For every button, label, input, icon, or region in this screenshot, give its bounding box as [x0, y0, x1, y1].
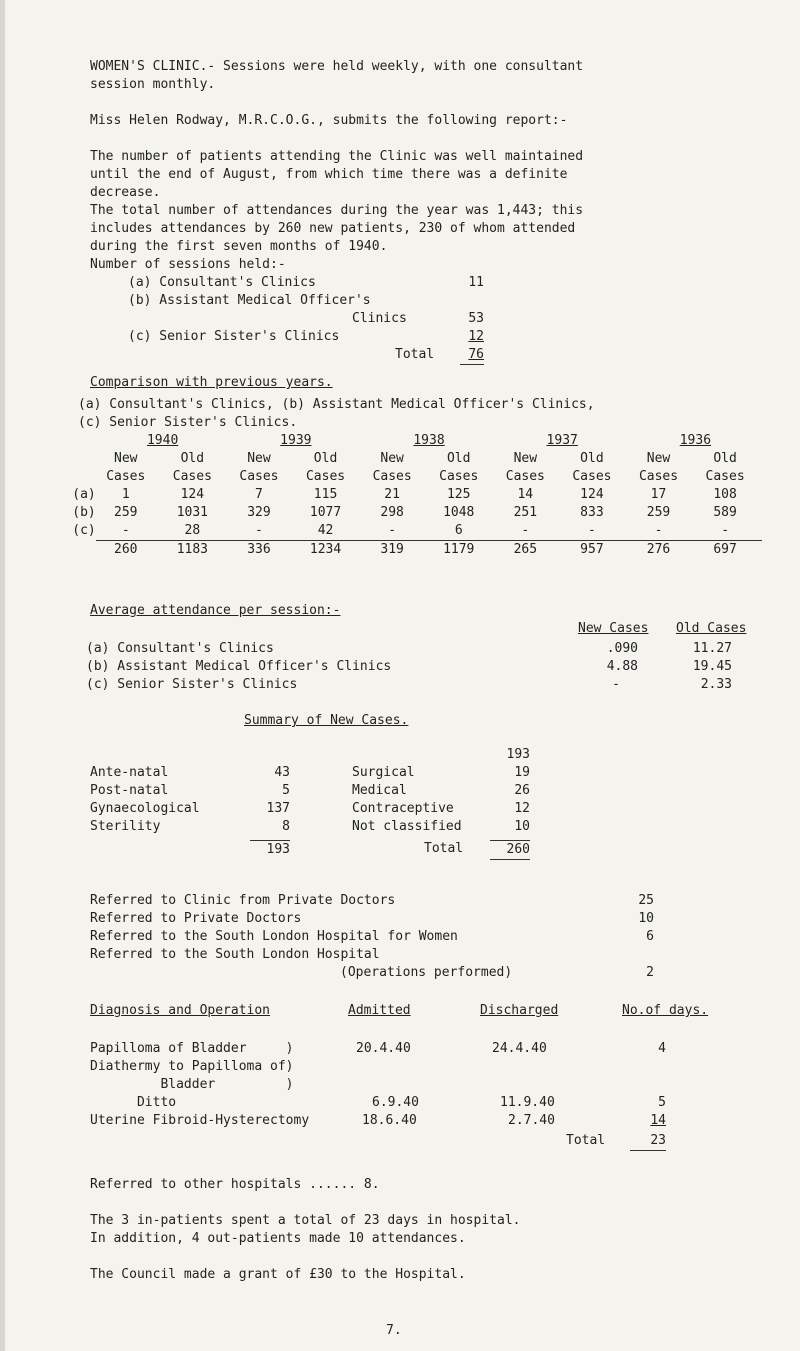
- cell: 21: [384, 487, 400, 502]
- total-cell: 1183: [155, 541, 229, 560]
- total-cell: 319: [362, 541, 421, 560]
- col-head: Cases: [106, 469, 146, 484]
- heading-line-2: session monthly.: [90, 77, 216, 92]
- diagnosis-row-admitted: 6.9.40: [372, 1095, 419, 1110]
- total-cell: 265: [496, 541, 555, 560]
- average-row-a-new: .090: [606, 641, 638, 656]
- average-row-a-old: 11.27: [692, 641, 732, 656]
- col-head: Cases: [505, 469, 545, 484]
- para2-line-3: during the first seven months of 1940.: [90, 239, 388, 254]
- diagnosis-col-header: Diagnosis and Operation: [90, 1003, 271, 1018]
- col-head: Cases: [638, 469, 679, 484]
- diagnosis-row-label: Papilloma of Bladder ): [90, 1041, 294, 1056]
- cell: -: [388, 523, 397, 538]
- average-row-c-label: (c) Senior Sister's Clinics: [86, 677, 298, 692]
- total-cell: 260: [96, 541, 155, 560]
- para1-line-2: until the end of August, from which time there was a definite: [90, 167, 568, 182]
- cell: 833: [580, 505, 604, 520]
- year-header-row: [72, 432, 762, 450]
- table-row: [72, 504, 762, 522]
- year-1937: 1937: [546, 433, 578, 448]
- referred-line: Referred to Private Doctors: [90, 911, 302, 926]
- referred-line: Referred to Clinic from Private Doctors: [90, 893, 396, 908]
- average-row-c-new: -: [612, 677, 620, 692]
- summary-right-value: 10: [514, 819, 530, 834]
- heading-line-1: WOMEN'S CLINIC.- Sessions were held weekly, with one consultant: [90, 59, 584, 74]
- diagnosis-total-label: Total: [566, 1133, 606, 1148]
- col-head: Cases: [172, 469, 212, 484]
- average-row-b-label: (b) Assistant Medical Officer's Clinics: [86, 659, 392, 674]
- diagnosis-total: 23: [630, 1132, 666, 1151]
- summary-left-value: 43: [274, 765, 290, 780]
- col-head: Old: [580, 451, 604, 466]
- total-cell: 1179: [422, 541, 496, 560]
- cell: 6: [454, 523, 463, 538]
- summary-right-value: 12: [514, 801, 530, 816]
- cell: 329: [247, 505, 271, 520]
- closing-line-2: In addition, 4 out-patients made 10 attendances.: [90, 1231, 466, 1246]
- cell: 28: [184, 523, 201, 538]
- col-head: Old: [180, 451, 205, 466]
- year-1939: 1939: [280, 433, 312, 448]
- diagnosis-row-days: 4: [658, 1041, 666, 1056]
- col-head: New: [247, 451, 271, 466]
- diagnosis-row-discharged: 24.4.40: [492, 1041, 547, 1056]
- column-header-row-1: [72, 450, 762, 468]
- totals-row: [72, 541, 762, 560]
- referred-value: 25: [638, 893, 654, 908]
- sessions-a-value: 11: [468, 275, 484, 290]
- table-row: [72, 486, 762, 504]
- other-hospitals: Referred to other hospitals ...... 8.: [90, 1177, 380, 1192]
- diagnosis-row-discharged: 2.7.40: [508, 1113, 555, 1128]
- summary-title: Summary of New Cases.: [244, 713, 409, 728]
- col-head: Cases: [572, 469, 612, 484]
- year-1936: 1936: [679, 433, 712, 448]
- summary-left-value: 137: [266, 801, 290, 816]
- col-head: New: [114, 451, 138, 466]
- summary-left-total: 193: [250, 840, 290, 859]
- diagnosis-row-admitted: 20.4.40: [356, 1041, 411, 1056]
- referred-line: (Operations performed): [340, 965, 513, 980]
- summary-right-header: 193: [506, 747, 530, 762]
- col-head: Old: [713, 451, 737, 466]
- para2-line-2: includes attendances by 260 new patients, 230 of whom attended: [90, 221, 576, 236]
- cell: 1: [121, 487, 130, 502]
- referred-value: 10: [638, 911, 654, 926]
- comparison-desc-2: (c) Senior Sister's Clinics.: [78, 415, 298, 430]
- average-col-old: Old Cases: [676, 621, 747, 636]
- summary-left-label: Sterility: [90, 819, 161, 834]
- diagnosis-row-label: Bladder ): [90, 1077, 294, 1092]
- cell: -: [654, 523, 663, 538]
- summary-left-value: 8: [282, 819, 290, 834]
- summary-left-label: Gynaecological: [90, 801, 200, 816]
- cell: 251: [513, 505, 538, 520]
- cell: -: [588, 523, 596, 538]
- cell: 125: [446, 487, 471, 502]
- diagnosis-row-admitted: 18.6.40: [362, 1113, 417, 1128]
- col-head: New: [380, 451, 404, 466]
- summary-left-value: 5: [282, 783, 290, 798]
- row-label: (b): [72, 505, 96, 520]
- para1-line-1: The number of patients attending the Clinic was well maintained: [90, 149, 584, 164]
- average-row-a-label: (a) Consultant's Clinics: [86, 641, 274, 656]
- cell: 589: [713, 505, 737, 520]
- cell: 7: [255, 487, 263, 502]
- diagnosis-row-days: 14: [650, 1113, 666, 1128]
- summary-right-label: Contraceptive: [352, 801, 454, 816]
- referred-value: 6: [646, 929, 654, 944]
- average-row-c-old: 2.33: [700, 677, 732, 692]
- sessions-a-label: (a) Consultant's Clinics: [128, 275, 316, 290]
- discharged-col-header: Discharged: [480, 1003, 559, 1018]
- referred-line: Referred to the South London Hospital: [90, 947, 380, 962]
- cell: 1077: [309, 505, 342, 520]
- comparison-table: [72, 432, 762, 559]
- col-head: New: [513, 451, 538, 466]
- diagnosis-row-days: 5: [658, 1095, 666, 1110]
- year-1940: 1940: [146, 433, 179, 448]
- sessions-c-label: (c) Senior Sister's Clinics: [128, 329, 340, 344]
- summary-left-label: Ante-natal: [90, 765, 169, 780]
- sessions-b-label-2: Clinics: [352, 311, 407, 326]
- total-cell: 336: [229, 541, 288, 560]
- page-number: 7.: [386, 1323, 402, 1338]
- summary-right-label: Medical: [352, 783, 407, 798]
- row-label: (a): [72, 487, 96, 502]
- summary-right-value: 19: [514, 765, 530, 780]
- summary-right-label: Surgical: [352, 765, 415, 780]
- referred-value: 2: [646, 965, 654, 980]
- sessions-total-label: Total: [395, 347, 435, 362]
- total-cell: 697: [688, 541, 762, 560]
- col-head: Cases: [439, 469, 479, 484]
- cell: -: [721, 523, 730, 538]
- summary-right-value: 26: [514, 783, 530, 798]
- cell: 14: [517, 487, 534, 502]
- cell: 17: [650, 487, 667, 502]
- sessions-total-value: 76: [460, 346, 484, 365]
- table-row: [72, 522, 762, 541]
- row-label: (c): [72, 523, 96, 539]
- col-head: Cases: [305, 469, 346, 484]
- closing-line-1: The 3 in-patients spent a total of 23 days in hospital.: [90, 1213, 521, 1228]
- sessions-b-value: 53: [468, 311, 484, 326]
- average-col-new: New Cases: [578, 621, 649, 636]
- days-col-header: No.of days.: [622, 1003, 709, 1018]
- council-grant: The Council made a grant of £30 to the Hospital.: [90, 1267, 466, 1282]
- admitted-col-header: Admitted: [348, 1003, 411, 1018]
- cell: -: [521, 523, 530, 538]
- cell: 1031: [176, 505, 208, 520]
- cell: 115: [313, 487, 338, 502]
- diagnosis-row-discharged: 11.9.40: [500, 1095, 555, 1110]
- col-head: Old: [446, 451, 471, 466]
- cell: 1048: [443, 505, 475, 520]
- sessions-c-value: 12: [468, 329, 484, 344]
- cell: 259: [114, 505, 138, 520]
- average-title: Average attendance per session:-: [90, 603, 341, 618]
- diagnosis-row-label: Uterine Fibroid-Hysterectomy: [90, 1113, 310, 1128]
- sessions-title: Number of sessions held:-: [90, 257, 286, 272]
- average-row-b-old: 19.45: [692, 659, 732, 674]
- col-head: New: [646, 451, 671, 466]
- diagnosis-row-label: Ditto: [90, 1095, 177, 1110]
- col-head: Cases: [372, 469, 412, 484]
- col-head: Cases: [705, 469, 745, 484]
- comparison-title: Comparison with previous years.: [90, 375, 333, 390]
- average-row-b-new: 4.88: [606, 659, 638, 674]
- year-1938: 1938: [413, 433, 445, 448]
- total-cell: 957: [555, 541, 629, 560]
- summary-left-label: Post-natal: [90, 783, 169, 798]
- cell: 298: [380, 505, 404, 520]
- cell: 124: [580, 487, 604, 502]
- sessions-b-label: (b) Assistant Medical Officer's: [128, 293, 371, 308]
- summary-right-total-label: Total: [424, 841, 464, 856]
- cell: 42: [317, 523, 334, 538]
- total-cell: 1234: [289, 541, 363, 560]
- col-head: Cases: [239, 469, 279, 484]
- summary-right-label: Not classified: [352, 819, 462, 834]
- para1-line-3: decrease.: [90, 185, 161, 200]
- col-head: Old: [313, 451, 338, 466]
- summary-right-total: 260: [490, 840, 530, 860]
- total-cell: 276: [629, 541, 688, 560]
- diagnosis-row-label: Diathermy to Papilloma of): [90, 1059, 294, 1074]
- column-header-row-2: [72, 468, 762, 486]
- cell: -: [255, 523, 263, 538]
- cell: 259: [646, 505, 671, 520]
- para2-line-1: The total number of attendances during the year was 1,443; this: [90, 203, 584, 218]
- cell: 124: [180, 487, 205, 502]
- cell: 108: [713, 487, 737, 502]
- comparison-desc-1: (a) Consultant's Clinics, (b) Assistant Medical Officer's Clinics,: [78, 397, 595, 412]
- report-intro: Miss Helen Rodway, M.R.C.O.G., submits the following report:-: [90, 113, 568, 128]
- referred-line: Referred to the South London Hospital for Women: [90, 929, 458, 944]
- cell: -: [121, 523, 130, 538]
